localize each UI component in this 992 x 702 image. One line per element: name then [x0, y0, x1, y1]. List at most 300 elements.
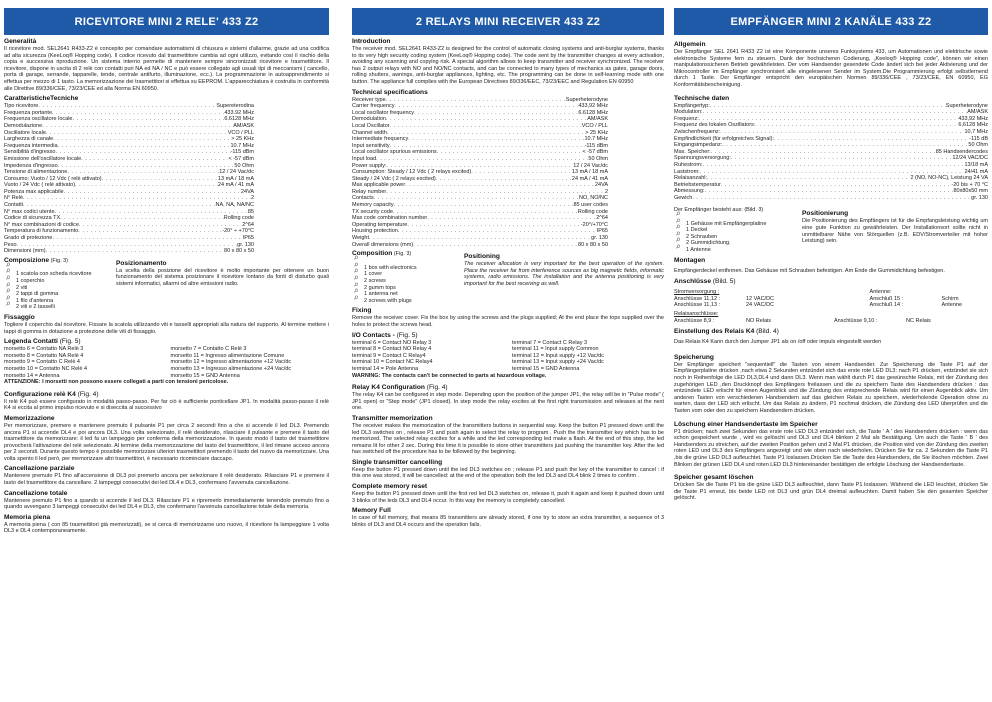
spec-value: 2	[604, 188, 608, 195]
spec-row	[674, 136, 988, 143]
spec-value: 2^64	[596, 215, 608, 222]
spec-label: Modulation:	[674, 109, 703, 116]
spec-value: gr. 130	[971, 194, 988, 201]
spec-label: Frequenza oscillatore locale	[4, 116, 73, 123]
comp-item: ⚲ 2 Gummidichtung.	[674, 240, 796, 247]
spec-leader	[38, 103, 216, 110]
en-intro-text: The receiver mod. SEL2641 R433-Z2 is designed for the control of automatic closing systems and anti-burglar systems, thanks to its very high security coding system (KeeLoq® Hopping code). The code sent by the transmitter changes at every activation, avoiding any scanning and copying risk. A special algorithm allows to keep transmitter and receiver synchronized. The receiver has 2 output relays with NO and NO/NC contacts, and can be connected to many types of mechanics as gates, garage doors, rolling shutters, awnings, anti-burglar appliances, lighting, etc. The programming can be done in self-learning mode with one button. The appliance full complies with the European Directives 89/336/EEC, 73/23/EEC and Regulation EN 60950	[352, 46, 664, 85]
spec-row	[4, 156, 254, 163]
spec-label: Peso	[4, 241, 17, 248]
spec-label: Empfängertyp:	[674, 102, 710, 109]
spec-label: Max code combination number	[352, 215, 428, 222]
spec-value: 433.92 MHz	[224, 109, 254, 116]
italian-title: RICEVITORE MINI 2 RELE' 433 Z2	[4, 8, 329, 35]
spec-value: 10,7 MHz	[964, 128, 988, 135]
comp-item: ⚲ 2 gumm tops	[352, 285, 458, 292]
relay-value: NO Relais	[746, 317, 772, 324]
spec-leader	[407, 222, 580, 229]
de-antenna-heading: Antenne:	[869, 289, 892, 296]
spec-value: NO, NO/NC	[578, 195, 608, 202]
it-tech-heading: CaratteristicheTecniche	[4, 95, 79, 103]
it-mem-text: Per memorizzare, premere e mantenere premuto il pulsante P1 per circa 2 secondi fino a che si accende il led DL3. Premendo ancora P1 si accende DL4 e poi ancora DL3. Una volta selezionato, il relè desiderato, rilasciare il pulsante e premere il tasto del trasmettitore da memorizzare: il led fa un lampeggio per conferma della memorizzazione. In questo modo il tasto del trasmettitore provocherà l'attivazione del relè selezionato. Al termine della memorizzazione del tasto del trasmettitore, il led rimane acceso ancora per 2 secondi. Durante questo tempo è possibile memorizzare ulteriori trasmettitori premendo il tasto del nuovo da memorizzare. Una volta spento il led però, per memorizzare altri trasmettitori, è necessario ricominciare daccapo.	[4, 422, 329, 462]
terminal-line: morsetto 6 = Contatto NA Relè 3	[4, 346, 84, 353]
spec-label: Relaisanzahl:	[674, 175, 708, 182]
it-legend-title: Legenda Contatti	[4, 338, 58, 346]
spec-row	[4, 176, 254, 183]
spec-row	[674, 122, 988, 129]
spec-row	[4, 235, 254, 242]
spec-row	[352, 169, 608, 176]
german-column	[674, 0, 988, 702]
spec-label: Demodulation	[352, 116, 386, 123]
spec-leader	[722, 142, 968, 149]
it-composition	[4, 257, 110, 311]
spec-leader	[58, 163, 235, 170]
spec-row	[352, 176, 608, 183]
spec-label: Potenza max applicabile	[4, 188, 64, 195]
spec-label: Tipo ricevitore	[4, 103, 39, 110]
spec-value: 50 Ohm	[588, 155, 608, 162]
de-pos-heading: Positionierung	[802, 210, 849, 218]
it-comp-items	[4, 265, 110, 311]
spec-row	[352, 242, 608, 249]
spec-row	[674, 129, 988, 136]
terminal-line: terminal 15 = GND Antenna	[512, 365, 580, 372]
spec-leader	[102, 176, 218, 183]
spec-leader	[376, 156, 588, 163]
it-can-text: Mantenere premuto P1 fino all'accensione di DL3 poi premerlo ancora per selezionare il relè desiderato. Rilasciare P1 e premere il tasto del trasmettitore da cancellare. 2 lampeggi consecutivi dei led DL4 e DL3, confermano l'avvenuta cancellazione.	[4, 473, 329, 487]
spec-label: Zwischenfrequenz:	[674, 128, 721, 135]
comp-item: ⚲ 1 cover	[352, 271, 458, 278]
spec-row	[4, 143, 254, 150]
spec-value: 2	[250, 195, 254, 202]
spec-leader	[731, 155, 952, 162]
spec-label: Local oscillator spurious emissions	[352, 149, 437, 156]
spec-leader	[72, 116, 224, 123]
spec-row	[674, 169, 988, 176]
spec-value: 50 Ohm	[234, 162, 254, 169]
spec-value: 24/41 mA	[964, 168, 988, 175]
it-terminals-left	[4, 346, 163, 379]
spec-value: 24 mA / 41 mA	[571, 175, 608, 182]
spec-row	[352, 116, 608, 123]
spec-value: 433,92 MHz	[578, 103, 608, 110]
comp-item: ⚲ 2 screws with plugs	[352, 298, 458, 305]
de-relay-list	[674, 318, 988, 325]
spec-leader	[405, 182, 595, 189]
en-cm-text: Keep the button P1 pressed down until the first red led DL3 switches on, release it, push it again and keep it pushed down until 3 blinks of the leds DL3 and DL4 occur. In this way the memory is completely cancelled.	[352, 491, 664, 504]
spec-label: Contacts	[352, 195, 374, 202]
spec-row	[4, 228, 254, 235]
en-cfg-text: The relay K4 can be configured in step mode. Depending upon the position of the jumper JP1, the relay will be in "Pulse mode" ( JP1 open) or "Step mode" (JP1 closed). In step mode the relay excites at the first right transmission and releases at the next one.	[352, 392, 664, 412]
spec-label: Channel width	[352, 129, 387, 136]
spec-row	[352, 136, 608, 143]
spec-leader	[53, 136, 231, 143]
spec-row	[674, 175, 988, 182]
spec-value: Superheterodyne	[565, 96, 608, 103]
spec-row	[4, 215, 254, 222]
spec-leader	[23, 195, 251, 202]
spec-label: Larghezza di canale	[4, 136, 54, 143]
it-pos-heading: Posizionamento	[116, 259, 167, 267]
en-fix-heading: Fixing	[352, 307, 372, 315]
spec-row	[4, 163, 254, 170]
spec-row	[352, 130, 608, 137]
spec-label: Oscillatore locale	[4, 129, 46, 136]
spec-label: Carrier frequency	[352, 103, 395, 110]
spec-leader	[413, 242, 578, 249]
en-mem-text: The receiver makes the memorization of the transmitters buttons in sequential way. Keep the button P1 pressed down until the led DL3 switches on , release P1 and push again to select the relay to program . Push the the transmitter key which has to be memorized. The selected relay excites for a while and the led corresponding led make a flash. At the end of this step, the led remains lit for other 2 sec. During this time it is possible to store other transmitters just pushing the transmitter key. After the led has switched off the procedure has to be followed by the beginning.	[352, 422, 664, 456]
spec-label: Housing protection	[352, 228, 398, 235]
spec-value: -115 dBm	[584, 142, 608, 149]
relay-label: Anschlüsse 9,10 :	[834, 317, 878, 324]
spec-leader	[702, 162, 964, 169]
spec-leader	[699, 116, 959, 123]
spec-row	[4, 123, 254, 130]
spec-label: N° max codici utente	[4, 208, 55, 215]
connection-label: Anschluß 14 :	[869, 302, 904, 309]
spec-leader	[700, 169, 965, 176]
spec-leader	[55, 209, 248, 216]
spec-row	[674, 155, 988, 162]
it-mem-heading: Memorizzazione	[4, 414, 55, 422]
de-spec-list	[674, 103, 988, 202]
spec-row	[674, 182, 988, 189]
spec-value: 24VA	[240, 188, 254, 195]
it-full-heading: Memoria piena	[4, 513, 51, 521]
spec-value: AM/ASK	[587, 116, 608, 123]
italian-column	[4, 0, 329, 702]
spec-row	[352, 189, 608, 196]
spec-value: 85 Handsendercodes	[935, 148, 988, 155]
terminal-line: morsetto 10 = Contatto NC Relè 4	[4, 365, 87, 372]
spec-label: Steady / 24 Vdc ( 2 relays excited)	[352, 175, 436, 182]
en-cm-heading: Complete memory reset	[352, 483, 428, 491]
english-title: 2 RELAYS MINI RECEIVER 433 Z2	[352, 8, 664, 35]
spec-row	[4, 222, 254, 229]
connection-row	[674, 302, 864, 309]
spec-value: 6.6128 MHz	[224, 116, 254, 123]
de-comp-intro: ⚲ Der Empfänger besteht aus: (Bild. 3)	[674, 207, 796, 214]
spec-leader	[386, 97, 566, 104]
spec-row	[352, 123, 608, 130]
it-general-text: Il ricevitore mod. SEL2641 R433-Z2 è concepito per comandare automatismi di chiusura e sistemi d'allarme, grazie ad una codifica ad alta sicurezza (KeeLoq® Hopping code). Il codice ricevuto dal trasmettitore cambia ad ogni utilizzo, evitando così il rischio della copia e successiva riproduzione. Un sistema interno permette di mantenere sempre sincronizzati ricevitore e trasmettitore. Il ricevitore, dispone in uscita di 2 relè con contatti puri NA ed NA / NC e può essere collegato agli usuali tipi di meccanismi ( cancello, porta di garage, serrande, tapparelle, tende, centrale antifurto, illuminazione, ecc.). La programmazione in autoapprendimento si effettua per mezzo di 1 tasto. La memorizzazione dei trasmettitori si effettua su EEPROM. L'apparecchiatura è costruita in conformità alle Direttive 89/336/CEE, 73/23/CEE ed alla Norma EN 60950.	[4, 46, 329, 92]
connection-row	[870, 302, 988, 309]
english-column	[352, 0, 664, 702]
it-tot-text: Mantenere premuto P1 fino a quando si accende il led DL3. Rilasciare P1 e ripremerlo immediatamente tenendolo premuto fino a quando avvengano 3 lampeggi consecutivi dei led DL4 e DL3, che confermano l'avvenuta cancellazione totale della memoria.	[4, 497, 329, 511]
comp-item: ⚲ 2 Schrauben	[674, 234, 796, 241]
spec-leader	[705, 188, 954, 195]
connection-value: Antenne	[941, 302, 963, 309]
spec-label: Receiver type	[352, 96, 386, 103]
spec-label: Dimensioni (mm)	[4, 248, 46, 255]
terminal-line: morsetto 11 = Ingresso alimentazione Comune	[170, 352, 285, 359]
en-comp-fig: (Fig. 3)	[393, 251, 412, 258]
spec-label: Max applicable power	[352, 182, 406, 189]
spec-row	[4, 195, 254, 202]
spec-value: 6,6128 MHz	[958, 122, 988, 129]
spec-label: Frequenza portante	[4, 109, 53, 116]
spec-leader	[75, 182, 218, 189]
comp-item: ⚲ 2 viti	[4, 285, 110, 292]
spec-label: Intermediate frequency	[352, 136, 409, 143]
spec-row	[352, 110, 608, 117]
connection-label: Anschlüsse 11,12 :	[674, 295, 721, 302]
it-pos-text: La scelta della posizione del ricevitore è molto importante per ottenere un buon funzionamento del sistema posizionare il ricevitore lontano da fonti di disturbo quali sistemi informatici, allarmi od altre emissioni radio.	[116, 267, 329, 287]
spec-leader	[710, 103, 946, 110]
spec-value: AM/ASK	[967, 109, 988, 116]
spec-value: 13/18 mA	[964, 161, 988, 168]
comp-item: ⚲ 1 antenna net	[352, 291, 458, 298]
en-spec-list	[352, 97, 608, 249]
spec-value: gr. 130	[591, 235, 608, 242]
it-cfg-fig: (Fig. 4)	[77, 390, 99, 398]
spec-value: Rolling code	[223, 215, 254, 222]
de-lo-heading: Löschung einer Handsendertaste im Speicher	[674, 420, 818, 428]
spec-label: Overall dimensions (mm)	[352, 241, 414, 248]
it-full-text: A memoria piena ( con 85 trasmettitori già memorizzati), se si cerca di memorizzarne uno nuovo, il ricevitore fa lampeggiare 1 volta DL3 e DL4 contemporaneamente.	[4, 521, 329, 535]
spec-leader	[67, 169, 219, 176]
spec-leader	[408, 136, 584, 143]
spec-row	[674, 103, 988, 110]
spec-value: IP65	[596, 228, 608, 235]
spec-value: 85	[247, 208, 254, 215]
comp-item: ⚲ ⚲ 1 Gehäuse mit Empfängerplatine	[674, 221, 796, 228]
spec-value: -115 dB	[969, 135, 988, 142]
it-warning: ATTENZIONE: I morsetti non possono essere collegati a parti con tensioni pericolose.	[4, 379, 229, 386]
en-pos-text: The receiver allocation is very important for the best operation of the system. Place the receiver far from interference sources as big magnetic fields, informatic systems, radio emissions. The installation and the antenna positioning is very important for the best receiving as well.	[464, 261, 664, 287]
spec-leader	[398, 228, 597, 235]
spec-label: Consumption: Steady / 12 Vdc ( 2 relays excited)	[352, 169, 472, 176]
spec-value: 85 user codes	[573, 202, 608, 209]
en-comp-heading: Composition	[352, 250, 393, 258]
spec-label: Betriebstemperatur	[674, 181, 721, 188]
en-terminals-right	[512, 340, 664, 373]
german-title: EMPFÄNGER MINI 2 KANÄLE 433 Z2	[674, 8, 988, 35]
terminal-line: terminal 7 = Contact C Relay 3	[512, 339, 588, 346]
spec-label: Codice di sicurezza TX	[4, 215, 61, 222]
en-tech-heading: Technical specifications	[352, 88, 428, 96]
terminal-line: terminal 11 = Input supply Common	[512, 346, 599, 353]
spec-value: 80x80x50 mm	[953, 188, 988, 195]
spec-leader	[390, 143, 585, 150]
it-legend-heading	[4, 338, 329, 346]
de-lo-text: P1 drücken; nach zwei Sekunden das erste rote LED DL3 entzündet sich, die Taste ' A ' des Handsenders drücken : wenn das schon gespeichert wurde , wird es gelöscht und DL3 und DL4 blinken 2 Mal als Bestätigung. Um auch die Taste ' B ' des Handsenders zu streichen, auf der zweiten Position gehen und 2 Mal P1 drücken, die Position wird von der Zündung des zweiten roten LED und DL3 des Empfängers angezeigt und wie oben nach wiederholen. Drücken Sie für ca. 2 Sekunden die Taste P1 ,bis die grüne LED DL3 aufleuchtet. Taste P1 loslassen.Drücken Sie die Taste des Handsenders, die Sie löschen möchten. Zwei Blinken der grünen LED DL4 und roten LED DL3 hintereinander bestätigen die erfolgte Löschung der Handsendertaste.	[674, 428, 988, 468]
de-power-heading: Stromversorgung :	[674, 289, 720, 296]
spec-label: Operating temperature	[352, 221, 408, 228]
spec-row	[352, 163, 608, 170]
it-cfg-title: Configurazione relè K4	[4, 390, 76, 398]
spec-label: Weight	[352, 235, 370, 242]
spec-row	[352, 195, 608, 202]
it-comp-heading: Composizione	[4, 256, 50, 264]
de-power-list	[674, 296, 864, 309]
it-spec-list	[4, 103, 254, 255]
spec-label: Input sensitivity	[352, 142, 390, 149]
connection-value: 12 VAC/DC	[746, 295, 775, 302]
spec-leader	[755, 122, 958, 129]
spec-value: 6.6128 MHz	[578, 109, 608, 116]
spec-leader	[60, 215, 224, 222]
spec-label: Laststrom:	[674, 168, 700, 175]
spec-label: Sensibilità d'ingresso	[4, 149, 56, 156]
de-mon-text: Empfängerdeckel entfernen. Das Gehäuse mit Schrauben befestigen. Am Ende die Gummidichtung befestigen.	[674, 267, 945, 274]
spec-label: TX security code	[352, 208, 393, 215]
spec-value: 2^64	[242, 221, 254, 228]
spec-label: Grado di protezione	[4, 235, 53, 242]
spec-row	[352, 143, 608, 150]
it-fix-heading: Fissaggio	[4, 313, 35, 321]
en-composition	[352, 250, 458, 304]
en-io-heading	[352, 332, 664, 340]
comp-item: ⚲ ⚲ 1 scatola con scheda ricevitore	[4, 271, 110, 278]
de-k4-heading	[674, 328, 988, 336]
de-k4-fig: (Bild. 4)	[756, 328, 779, 336]
spec-value: 80 x 80 x 50	[224, 248, 254, 255]
spec-value: 12 / 24 Vac/dc	[573, 162, 608, 169]
spec-label: Gewich	[674, 194, 693, 201]
spec-value: AM/ASK	[233, 122, 254, 129]
terminal-line: morsetto 9 = Contatto C Relè 4	[4, 359, 80, 366]
spec-row	[674, 116, 988, 123]
en-intro-heading: Introduction	[352, 38, 391, 45]
spec-value: < -57 dBm	[228, 155, 254, 162]
comp-item: ⚲ 2 tappi di gomma	[4, 291, 110, 298]
spec-row	[674, 188, 988, 195]
connection-label: Anschlüsse 11,13 :	[674, 302, 721, 309]
it-terminals-right	[171, 346, 330, 379]
spec-leader	[81, 156, 228, 163]
de-general-heading: Allgemein	[674, 41, 706, 48]
spec-leader	[42, 123, 233, 130]
terminal-line: terminal 8 = Contact NO Relay 4	[352, 346, 432, 353]
spec-value: Superheterodyne	[945, 102, 988, 109]
spec-label: Local Oscillator	[352, 122, 390, 129]
spec-label: Input load	[352, 155, 377, 162]
connection-label: Anschluß 15 :	[869, 295, 904, 302]
de-an-fig: (Bild. 5)	[712, 278, 736, 286]
en-warning: WARNING: The contacts can't be connected to parts at hazardous voltage.	[352, 372, 547, 379]
it-cfg-heading	[4, 391, 329, 399]
spec-label: Frequenza intermedia	[4, 142, 58, 149]
it-comp-fig: (Fig. 3)	[50, 257, 69, 264]
spec-leader	[721, 182, 952, 189]
spec-leader	[414, 110, 578, 117]
spec-leader	[702, 109, 967, 116]
it-fix-text: Togliere il coperchio dal ricevitore. Fissare la scatola utilizzando viti e tasselli appropriati alla natura del supporto. Al termine mettere i tappi di gomma in dotazione a protezione delle viti di fissaggio.	[4, 321, 329, 335]
terminal-line: morsetto 15 = GND Antenna	[170, 372, 240, 379]
spec-label: Impedenza d'ingresso	[4, 162, 58, 169]
spec-value: 50 Ohm	[968, 142, 988, 149]
spec-label: Frequenz:	[674, 115, 699, 122]
de-general-text: Der Empfänger SEL 2641 R433 Z2 ist eine Komponente unseres Funksystems 433, um Automationen und elektrische sowie elektronische Systeme fern zu steuern. Dank der hochsicheren Codierung, „Keeloq® Hopping code", können wir einen manipulationssicheren Betrieb gewährleisten. Der vom Handsender gesendete Code ändert sich bei jeder Aktivierung und der Mikrocontroller im Empfänger synchronisiert alle eingelesenen Sender im System.Die Programmierung erfolgt selbstlernend durch 1 Taste. Der Empfänger entspricht den europäischen Normen 89/336/CEE , 73/23/CEE, EN 60950, EG Konformitätsbescheinigung.	[674, 49, 988, 88]
spec-label: Local oscillator frequency	[352, 109, 415, 116]
comp-item: ⚲ 1 coperchio	[4, 278, 110, 285]
terminal-line: terminal 9 = Contact C Relay4	[352, 352, 426, 359]
de-an-heading	[674, 278, 988, 286]
spec-leader	[46, 130, 228, 137]
en-cfg-title: Relay K4 Configuration	[352, 384, 425, 392]
spec-value: 12/24 VAC/DC	[952, 155, 988, 162]
spec-value: 24VA	[594, 182, 608, 189]
de-pos-text: Die Positionierung des Empfängers ist für die Empfangsleistung wichtig um eine gute Funktion zu gewährleisten. Der Installationsort sollte nicht in unmittelbarer Nähe von Störquellen (z.B. EDV/Stromverteiler mit hoher Leistung) sein.	[802, 218, 988, 245]
spec-label: Temperatura di funzionamento	[4, 228, 79, 235]
terminal-line: terminal 13 = Input supply +24 Vac/dc	[512, 359, 604, 366]
spec-leader	[386, 189, 605, 196]
spec-leader	[23, 202, 216, 209]
connection-row	[870, 296, 988, 303]
spec-row	[352, 149, 608, 156]
spec-value: -20° ÷ +70°C	[222, 228, 254, 235]
spec-row	[4, 248, 254, 255]
spec-row	[4, 242, 254, 249]
en-sc-heading: Single transmitter cancelling	[352, 458, 443, 466]
spec-label: N° Relè	[4, 195, 24, 202]
terminal-line: terminal 10 = Contact NC Relay4	[352, 359, 433, 366]
connection-row	[674, 296, 864, 303]
spec-value: gr. 130	[237, 241, 254, 248]
spec-value: VCO / PLL	[581, 122, 608, 129]
de-sp-text: Der Empfänger speichert "sequentiell" die Tasten von einem Handsender. Zur Speicherung die Taste P1 auf der Empfängerplatine drücken ,nach etwa 2 Sekunden entzündet sich das erste rote LED DL3: nach P1 drücken, entzündet sie sich noch in Reihenfolge die LED DL3,DL4 und dann DL3. Wenn man wählt durch P1 das gewünschte Relais, mit der Zündung des zugehörigen LED ,den Druckknopf des Empfängers freilassen und die zu speichern Taste des Handsenders drücken : das entzündete LED erlischt für einen Augenblick und die Zündung des entsprechende Relais wird für einen Augenblick aktiv. Um anderen Tasten von verschiedenen Handsendern auf das gleichen Relais zu speichern, wiederholende Operation ohne zu warten, dass der LED sich erlischt. Um das Relais zu ändern, P1 nochmal drücken, die Zündung des LED überprüfen und die Tasten vom oder den zu speichern Handsendern drücken.	[674, 361, 988, 414]
de-composition	[674, 207, 796, 253]
de-mon-heading: Montagen	[674, 256, 706, 264]
en-terminals-left	[352, 340, 504, 373]
spec-row	[352, 156, 608, 163]
en-mf-text: In case of full memory, that means 85 transmitters are already stored, if one try to store an extra transmitter, a sequence of 3 blinks of DL3 and DL4 occurs and the operation fails.	[352, 515, 664, 528]
spec-row	[4, 169, 254, 176]
de-sg-heading: Speicher gesamt löschen	[674, 474, 754, 482]
spec-leader	[394, 202, 574, 209]
it-cfg-text: Il relè K4 può essere configurato in modalità passo-passo. Per far ciò è sufficiente ponticellare JP1. In modalità passo-passo il relè K4 si eccita al primo impulso ricevuto e si diseccita al successivo	[4, 398, 329, 412]
de-sp-heading: Speicherung	[674, 353, 714, 361]
connection-value: 24 VAC/DC	[746, 302, 775, 309]
spec-leader	[52, 235, 242, 242]
connection-value: Schirm	[941, 295, 959, 302]
spec-leader	[390, 123, 582, 130]
en-pos-heading: Positioning	[464, 253, 500, 261]
spec-row	[352, 182, 608, 189]
comp-item: ⚲ 1 Antenne	[674, 247, 796, 254]
spec-leader	[471, 169, 572, 176]
terminal-line: morsetto 8 = Contatto NA Relè 4	[4, 352, 84, 359]
spec-value: 12 / 24 Vac/dc	[219, 169, 254, 176]
terminal-line: terminal 12 = Input supply +12 Vac/dc	[512, 352, 604, 359]
it-tot-heading: Cancellazione totale	[4, 489, 68, 497]
spec-leader	[52, 110, 224, 117]
spec-row	[352, 103, 608, 110]
spec-label: Relay number	[352, 188, 387, 195]
it-legend-fig: (Fig. 5)	[59, 338, 81, 346]
spec-value: 433,92 MHz	[958, 115, 988, 122]
spec-row	[4, 130, 254, 137]
spec-leader	[79, 222, 242, 229]
spec-value: 2 (NO, NO-NC), Leistung 24 VA	[910, 175, 988, 182]
comp-item: ⚲ ⚲ 1 box with electronics	[352, 265, 458, 272]
spec-label: Tensione di alimentazione	[4, 169, 68, 176]
terminal-line: morsetto 13 = Ingresso alimentazione +24 Vac/dc	[170, 365, 292, 372]
spec-value: NA, NA, NA/NC	[215, 202, 254, 209]
spec-leader	[395, 103, 579, 110]
spec-row	[4, 202, 254, 209]
en-mem-heading: Transmitter memorization	[352, 414, 433, 422]
spec-value: 13 mA / 18 mA	[571, 169, 608, 176]
spec-value: > 25 KHz	[231, 136, 254, 143]
spec-row	[352, 235, 608, 242]
spec-leader	[437, 149, 583, 156]
spec-leader	[78, 228, 222, 235]
spec-leader	[64, 189, 241, 196]
spec-leader	[386, 116, 587, 123]
